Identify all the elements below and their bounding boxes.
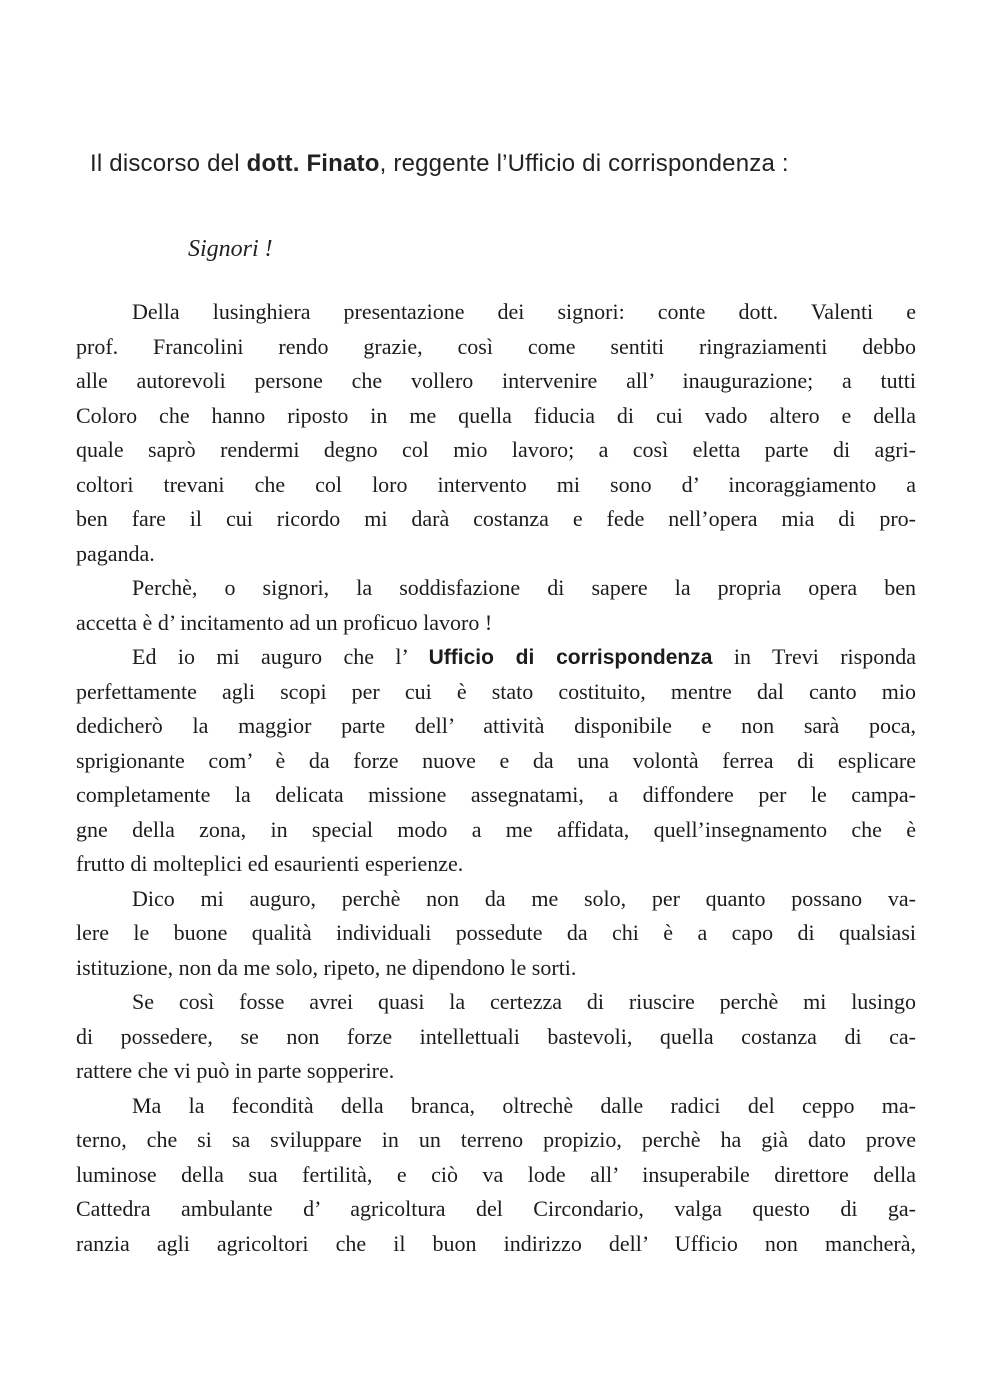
speech-body — [76, 295, 916, 1261]
speech-heading — [90, 150, 920, 178]
text-line: accetta è d’ incitamento ad un proficuo lavoro ! — [76, 609, 493, 635]
text-line: ben fare il cui ricordo mi darà costanza e fede nell’opera mia di pro- — [76, 506, 916, 531]
text-line: rattere che vi può in parte sopperire. — [76, 1058, 395, 1083]
heading-speaker-name: dott. Finato — [246, 150, 380, 177]
text-line: completamente la delicata missione assegnatami, a diffondere per le campa- — [76, 782, 916, 807]
text-line: terno, che si sa sviluppare in un terreno propizio, perchè ha già dato prove — [76, 1127, 916, 1152]
text-line: alle autorevoli persone che vollero intervenire all’ inaugurazione; a tutti — [76, 368, 916, 393]
text-line: gne della zona, in special modo a me affidata, quell’insegnamento che è — [76, 816, 916, 842]
text-line: Dico mi auguro, perchè non da me solo, per quanto possano va- — [132, 885, 916, 911]
text-line: prof. Francolini rendo grazie, così come sentiti ringraziamenti debbo — [76, 333, 916, 359]
emphasized-office-name: Ufficio di corrispondenza — [428, 646, 713, 669]
text-line: paganda. — [76, 540, 155, 566]
text-segment: in Trevi risponda — [712, 644, 916, 669]
text-line: coltori trevani che col loro intervento mi sono d’ incoraggiamento a — [76, 471, 916, 497]
text-line: istituzione, non da me solo, ripeto, ne dipendono le sorti. — [76, 954, 577, 980]
text-line: Ma la fecondità della branca, oltrechè dalle radici del ceppo ma- — [132, 1092, 916, 1118]
text-line: sprigionante com’ è da forze nuove e da una volontà ferrea di esplicare — [76, 747, 916, 773]
salutation: Signori ! — [188, 236, 273, 262]
text-line: luminose della sua fertilità, e ciò va lode all’ insuperabile direttore della — [76, 1161, 916, 1187]
text-line: Coloro che hanno riposto in me quella fiducia di cui vado altero e della — [76, 402, 916, 428]
text-line: Della lusinghiera presentazione dei signori: conte dott. Valenti e — [132, 299, 916, 324]
text-line: ranzia agli agricoltori che il buon indirizzo dell’ Ufficio non mancherà, — [76, 1230, 916, 1256]
heading-suffix: , reggente l’Ufficio di corrispondenza : — [379, 150, 789, 177]
text-line: Cattedra ambulante d’ agricoltura del Circondario, valga questo di ga- — [76, 1196, 916, 1221]
text-line: frutto di molteplici ed esaurienti esperienze. — [76, 851, 464, 876]
text-line: Se così fosse avrei quasi la certezza di riuscire perchè mi lusingo — [132, 989, 916, 1014]
text-line: di possedere, se non forze intellettuali bastevoli, quella costanza di ca- — [76, 1023, 916, 1049]
text-line: lere le buone qualità individuali possedute da chi è a capo di qualsiasi — [76, 920, 916, 945]
text-line: quale saprò rendermi degno col mio lavoro; a così eletta parte di agri- — [76, 437, 916, 462]
text-line: Perchè, o signori, la soddisfazione di sapere la propria opera ben — [132, 575, 916, 600]
heading-prefix: Il discorso del — [90, 150, 247, 177]
text-segment: Ed io mi auguro che l’ — [132, 644, 429, 669]
text-line — [76, 640, 916, 675]
text-line: perfettamente agli scopi per cui è stato costituito, mentre dal canto mio — [76, 678, 916, 704]
text-line: dedicherò la maggior parte dell’ attività disponibile e non sarà poca, — [76, 713, 916, 738]
